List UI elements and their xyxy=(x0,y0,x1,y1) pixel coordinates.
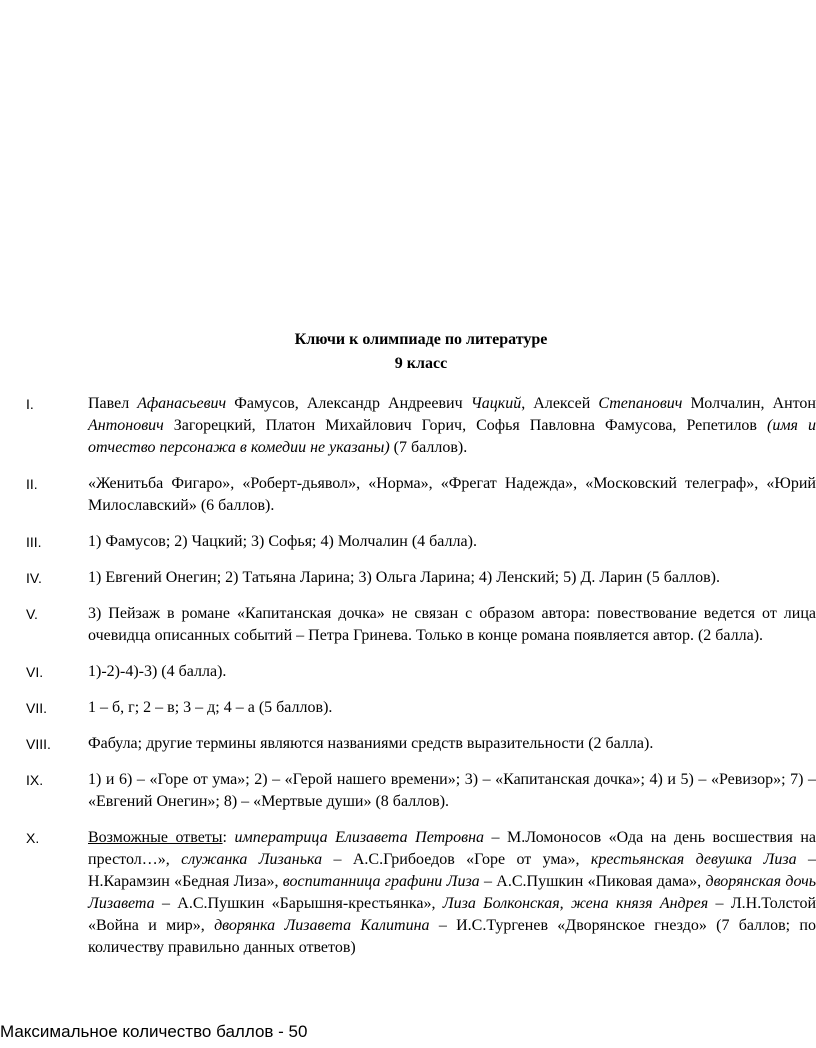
italic-text: воспитанница графини Лиза xyxy=(282,873,480,890)
answer-item xyxy=(26,827,816,959)
text-run: 1) и 6) – «Горе от ума»; 2) – «Герой нашего времени»; 3) – «Капитанская дочка»; 4) и 5) – «Ревизор»; 7) – «Евгений Онегин»; 8) – «Мертвые души» (8 баллов). xyxy=(88,771,816,810)
text-run: (7 баллов). xyxy=(389,439,468,456)
answer-item xyxy=(26,733,816,755)
answer-text xyxy=(88,697,816,719)
answer-number: IX. xyxy=(26,772,44,788)
answer-item xyxy=(26,697,816,719)
text-run: «Женитьба Фигаро», «Роберт-дьявол», «Норма», «Фрегат Надежда», «Московский телеграф», «Юрий Милославский» (6 баллов). xyxy=(88,475,816,514)
text-run: Фамусов, Александр Андреевич xyxy=(226,395,471,412)
text-run: 3) Пейзаж в романе «Капитанская дочка» не связан с образом автора: повествование ведется от лица очевидца описанных событий – Петра Гринева. Только в конце романа появляется автор. (2 балла). xyxy=(88,605,816,644)
text-run: , Алексей xyxy=(521,395,599,412)
italic-text: Чацкий xyxy=(470,395,522,412)
answer-item xyxy=(26,567,816,589)
text-run: – А.С.Пушкин «Пиковая дама», xyxy=(479,873,706,890)
answer-item xyxy=(26,393,816,459)
italic-text: крестьянская девушка Лиза xyxy=(590,851,797,868)
answer-text xyxy=(88,661,816,683)
answer-number: VII. xyxy=(26,700,48,716)
answer-item xyxy=(26,769,816,813)
answer-text xyxy=(88,531,816,553)
answer-item xyxy=(26,531,816,553)
text-run: – М.Ломоносов «Ода на день восшествия на престол…», xyxy=(88,829,816,868)
answer-text xyxy=(88,733,816,755)
answer-text xyxy=(88,393,816,459)
italic-text: Антонович xyxy=(88,417,164,434)
text-run: 1)-2)-4)-3) (4 балла). xyxy=(88,663,227,680)
answer-number: IV. xyxy=(26,570,42,586)
text-run: 1) Евгений Онегин; 2) Татьяна Ларина; 3) Ольга Ларина; 4) Ленский; 5) Д. Ларин (5 баллов). xyxy=(88,569,720,586)
answer-number: X. xyxy=(26,830,40,846)
title-line-2: 9 класс xyxy=(394,355,448,372)
text-run: Загорецкий, Платон Михайлович Горич, Софья Павловна Фамусова, Репетилов xyxy=(163,417,767,434)
text-run: Фабула; другие термины являются названиями средств выразительности (2 балла). xyxy=(88,735,654,752)
answer-item xyxy=(26,603,816,647)
text-run: : xyxy=(222,829,235,846)
answer-number: V. xyxy=(26,606,38,622)
answer-item xyxy=(26,473,816,517)
italic-text: Лиза Болконская, жена князя Андрея xyxy=(442,895,709,912)
italic-text: (имя и отчество персонажа в комедии не указаны) xyxy=(88,417,816,456)
text-run: Молчалин, Антон xyxy=(682,395,816,412)
underlined-text: Возможные ответы xyxy=(88,829,223,846)
text-run: – Н.Карамзин «Бедная Лиза», xyxy=(88,851,816,890)
italic-text: служанка Лизанька xyxy=(181,851,323,868)
answer-text xyxy=(88,769,816,813)
answer-number: I. xyxy=(26,396,34,412)
italic-text: Степанович xyxy=(598,395,683,412)
answer-item xyxy=(26,661,816,683)
answer-list xyxy=(26,393,816,959)
text-run: – А.С.Грибоедов «Горе от ума», xyxy=(322,851,591,868)
answer-text xyxy=(88,827,816,959)
max-score-note: Максимальное количество баллов - 50 xyxy=(0,1022,308,1041)
answer-text xyxy=(88,473,816,517)
answer-number: II. xyxy=(26,476,38,492)
italic-text: императрица Елизавета Петровна xyxy=(234,829,485,846)
text-run: – И.С.Тургенев «Дворянское гнездо» (7 баллов; по количеству правильно данных ответов) xyxy=(88,917,816,956)
text-run: – Л.Н.Толстой «Война и мир», xyxy=(88,895,816,934)
text-run: – А.С.Пушкин «Барышня-крестьянка», xyxy=(154,895,443,912)
document-title xyxy=(0,328,816,376)
answer-text xyxy=(88,603,816,647)
answer-text xyxy=(88,567,816,589)
text-run: Павел xyxy=(88,395,138,412)
answer-number: III. xyxy=(26,534,42,550)
text-run: 1 – б, г; 2 – в; 3 – д; 4 – а (5 баллов). xyxy=(88,699,333,716)
title-line-1: Ключи к олимпиаде по литературе xyxy=(294,331,548,348)
answer-number: VIII. xyxy=(26,736,51,752)
italic-text: дворянская дочь Лизавета xyxy=(88,873,816,912)
italic-text: Афанасьевич xyxy=(137,395,227,412)
answer-number: VI. xyxy=(26,664,44,680)
text-run: 1) Фамусов; 2) Чацкий; 3) Софья; 4) Молчалин (4 балла). xyxy=(88,533,477,550)
italic-text: дворянка Лизавета Калитина xyxy=(214,917,430,934)
